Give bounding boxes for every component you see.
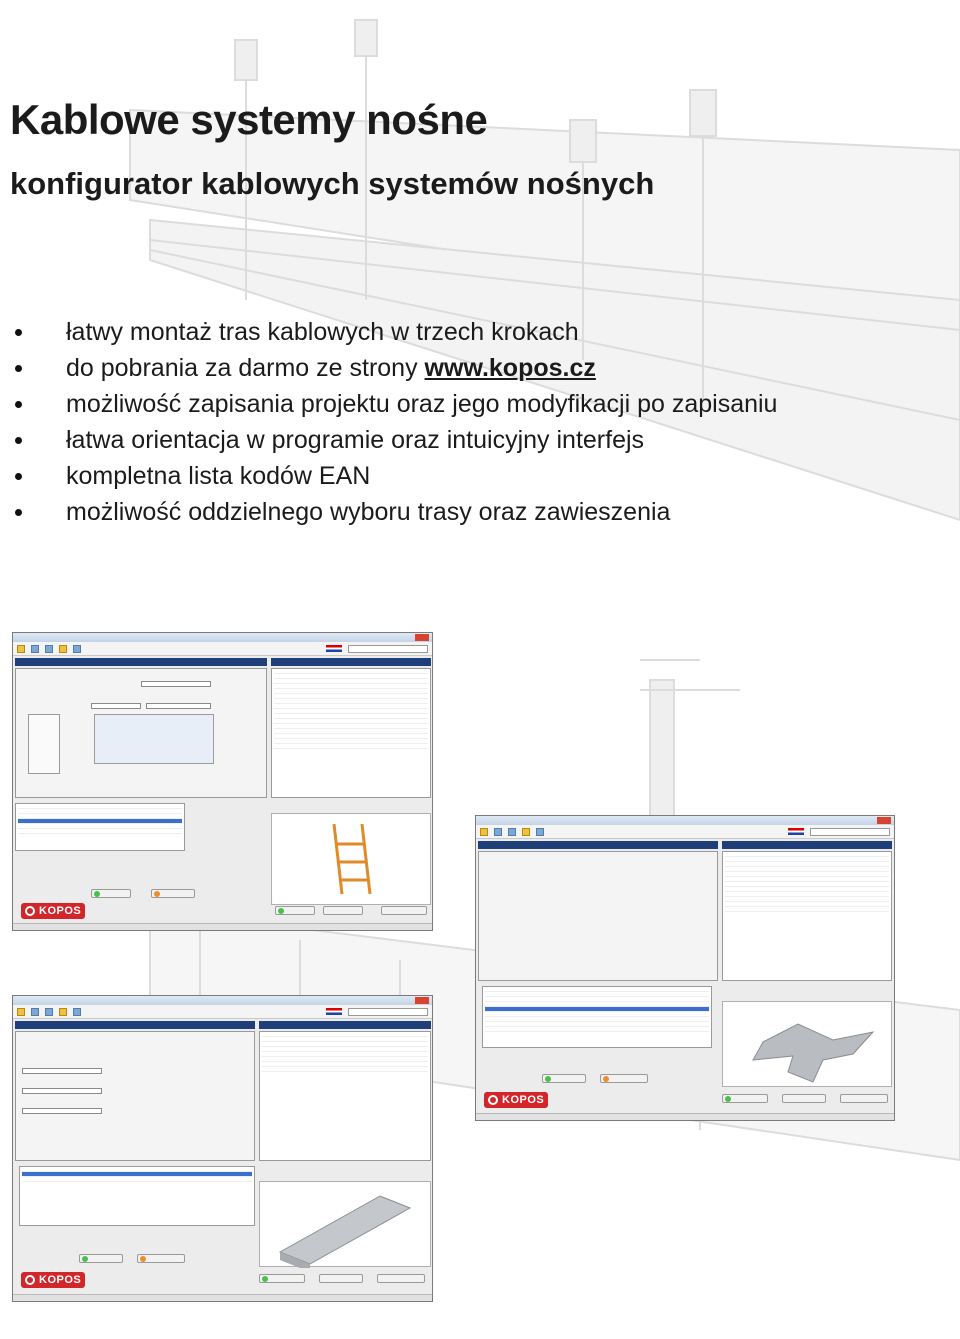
kopos-logo-icon <box>25 906 35 916</box>
product-preview <box>722 1001 892 1087</box>
page-title: Kablowe systemy nośne <box>10 96 488 143</box>
add-button[interactable] <box>542 1074 586 1083</box>
save-icon[interactable] <box>45 1008 53 1016</box>
folder-icon[interactable] <box>59 1008 67 1016</box>
print-icon[interactable] <box>73 645 81 653</box>
items-list <box>271 668 431 798</box>
bullet-icon <box>15 401 22 408</box>
section-header <box>478 841 718 849</box>
new-icon[interactable] <box>480 828 488 836</box>
previous-button[interactable] <box>259 1274 305 1283</box>
options-panel <box>15 1031 255 1161</box>
bullet-icon <box>15 365 22 372</box>
window-titlebar <box>13 633 432 642</box>
bullet-icon <box>15 509 22 516</box>
status-bar <box>13 1294 432 1301</box>
product-preview <box>259 1181 431 1267</box>
section-header <box>271 658 431 666</box>
flag-icon[interactable] <box>326 1008 342 1015</box>
cross-piece-image <box>723 1002 893 1088</box>
next-button[interactable] <box>319 1274 363 1283</box>
page-subtitle: konfigurator kablowych systemów nośnych <box>10 166 655 201</box>
add-button[interactable] <box>91 889 131 898</box>
kopos-logo: KOPOS <box>21 1272 85 1288</box>
section-header <box>15 1021 255 1029</box>
kopos-logo-icon <box>25 1275 35 1285</box>
feature-item: łatwa orientacja w programie oraz intuicyjny interfejs <box>0 422 777 458</box>
window-toolbar <box>13 1005 432 1019</box>
feature-item: możliwość zapisania projektu oraz jego modyfikacji po zapisaniu <box>0 386 777 422</box>
bullet-icon <box>15 329 22 336</box>
component-table <box>15 803 185 851</box>
cable-tray-image <box>260 1182 432 1268</box>
kopos-logo-icon <box>488 1095 498 1105</box>
bullet-icon <box>15 473 22 480</box>
option-field[interactable] <box>91 703 141 709</box>
options-panel <box>478 851 718 981</box>
folder-icon[interactable] <box>59 645 67 653</box>
window-toolbar <box>476 825 894 839</box>
status-bar <box>476 1113 894 1120</box>
remove-button[interactable] <box>137 1254 185 1263</box>
add-button[interactable] <box>79 1254 123 1263</box>
feature-item: łatwy montaż tras kablowych w trzech krokach <box>0 314 777 350</box>
kopos-logo: KOPOS <box>484 1092 548 1108</box>
remove-button[interactable] <box>600 1074 648 1083</box>
window-titlebar <box>476 816 894 825</box>
flag-icon[interactable] <box>326 645 342 652</box>
screenshot-window-route <box>12 995 433 1302</box>
language-dropdown[interactable] <box>810 828 890 836</box>
section-header <box>259 1021 431 1029</box>
section-header <box>722 841 892 849</box>
open-icon[interactable] <box>31 1008 39 1016</box>
component-table <box>482 986 712 1048</box>
export-button[interactable] <box>377 1274 425 1283</box>
product-preview <box>271 813 431 905</box>
close-icon[interactable] <box>415 997 429 1004</box>
kopos-logo: KOPOS <box>21 903 85 919</box>
ladder-hanger-image <box>272 814 432 906</box>
support-preview <box>28 714 60 774</box>
section-header <box>15 658 267 666</box>
items-list <box>722 851 892 981</box>
support-type-gallery[interactable] <box>94 714 214 764</box>
new-icon[interactable] <box>17 1008 25 1016</box>
folder-icon[interactable] <box>522 828 530 836</box>
screenshot-window-accessories <box>475 815 895 1121</box>
feature-item: do pobrania za darmo ze strony www.kopos.cz <box>0 350 777 386</box>
window-titlebar <box>13 996 432 1005</box>
bullet-icon <box>15 437 22 444</box>
close-icon[interactable] <box>415 634 429 641</box>
remove-button[interactable] <box>151 889 195 898</box>
status-bar <box>13 923 432 930</box>
screenshot-window-support <box>12 632 433 931</box>
window-toolbar <box>13 642 432 656</box>
language-dropdown[interactable] <box>348 645 428 653</box>
new-icon[interactable] <box>17 645 25 653</box>
option-field[interactable] <box>22 1108 102 1114</box>
export-button[interactable] <box>381 906 427 915</box>
feature-item: kompletna lista kodów EAN <box>0 458 777 494</box>
next-button[interactable] <box>323 906 363 915</box>
items-list <box>259 1031 431 1161</box>
website-link[interactable]: www.kopos.cz <box>424 354 596 382</box>
feature-item: możliwość oddzielnego wyboru trasy oraz zawieszenia <box>0 494 777 530</box>
option-field[interactable] <box>22 1088 102 1094</box>
option-field[interactable] <box>141 681 211 687</box>
open-icon[interactable] <box>494 828 502 836</box>
close-icon[interactable] <box>877 817 891 824</box>
language-dropdown[interactable] <box>348 1008 428 1016</box>
print-icon[interactable] <box>73 1008 81 1016</box>
save-icon[interactable] <box>508 828 516 836</box>
flag-icon[interactable] <box>788 828 804 835</box>
export-button[interactable] <box>840 1094 888 1103</box>
next-button[interactable] <box>782 1094 826 1103</box>
option-field[interactable] <box>146 703 211 709</box>
feature-list <box>0 314 777 530</box>
option-field[interactable] <box>22 1068 102 1074</box>
save-icon[interactable] <box>45 645 53 653</box>
open-icon[interactable] <box>31 645 39 653</box>
print-icon[interactable] <box>536 828 544 836</box>
previous-button[interactable] <box>722 1094 768 1103</box>
previous-button[interactable] <box>275 906 315 915</box>
component-table <box>19 1166 255 1226</box>
options-panel <box>15 668 267 798</box>
